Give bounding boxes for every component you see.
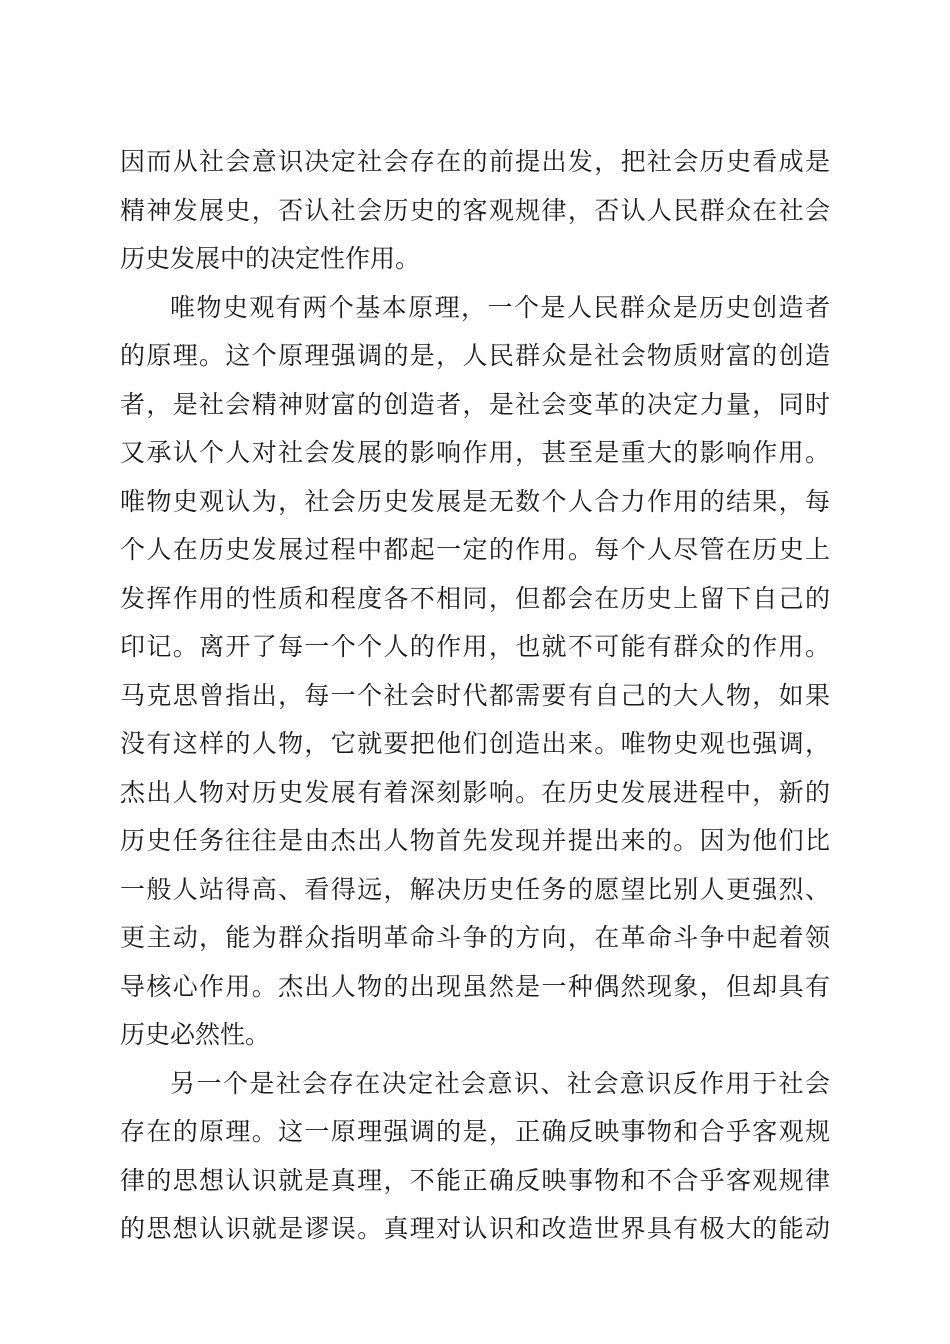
text-line: 唯物史观认为，社会历史发展是无数个人合力作用的结果，每 <box>120 486 830 516</box>
text-line: 因而从社会意识决定社会存在的前提出发，把社会历史看成是 <box>120 147 830 176</box>
text-line: 杰出人物对历史发展有着深刻影响。在历史发展进程中，新的 <box>120 777 830 807</box>
text-line: 历史任务往往是由杰出人物首先发现并提出来的。因为他们比 <box>120 826 830 855</box>
text-line: 精神发展史，否认社会历史的客观规律，否认人民群众在社会 <box>120 195 830 225</box>
body-text <box>120 138 830 1254</box>
text-line: 个人在历史发展过程中都起一定的作用。每个人尽管在历史上 <box>120 535 830 564</box>
text-line: 历史必然性。 <box>120 1020 271 1049</box>
paragraph-start-line: 另一个是社会存在决定社会意识、社会意识反作用于社会 <box>170 1068 830 1098</box>
text-line: 者，是社会精神财富的创造者，是社会变革的决定力量，同时 <box>120 389 830 419</box>
text-line: 印记。离开了每一个个人的作用，也就不可能有群众的作用。 <box>120 632 830 661</box>
text-line: 发挥作用的性质和程度各不相同，但都会在历史上留下自己的 <box>120 583 830 613</box>
text-line: 马克思曾指出，每一个社会时代都需要有自己的大人物，如果 <box>120 680 830 710</box>
text-line: 的思想认识就是谬误。真理对认识和改造世界具有极大的能动 <box>120 1214 830 1243</box>
text-line: 又承认个人对社会发展的影响作用，甚至是重大的影响作用。 <box>120 438 830 467</box>
paragraph-start-line: 唯物史观有两个基本原理，一个是人民群众是历史创造者 <box>170 292 830 322</box>
text-line: 导核心作用。杰出人物的出现虽然是一种偶然现象，但却具有 <box>120 971 830 1001</box>
text-line: 存在的原理。这一原理强调的是，正确反映事物和合乎客观规 <box>120 1117 830 1146</box>
text-line: 的原理。这个原理强调的是，人民群众是社会物质财富的创造 <box>120 341 830 370</box>
text-line: 更主动，能为群众指明革命斗争的方向，在革命斗争中起着领 <box>120 923 830 952</box>
text-line: 历史发展中的决定性作用。 <box>120 244 421 273</box>
text-line: 没有这样的人物，它就要把他们创造出来。唯物史观也强调， <box>120 729 830 758</box>
text-line: 一般人站得高、看得远，解决历史任务的愿望比别人更强烈、 <box>120 874 830 904</box>
text-line: 律的思想认识就是真理，不能正确反映事物和不合乎客观规律 <box>120 1165 830 1195</box>
